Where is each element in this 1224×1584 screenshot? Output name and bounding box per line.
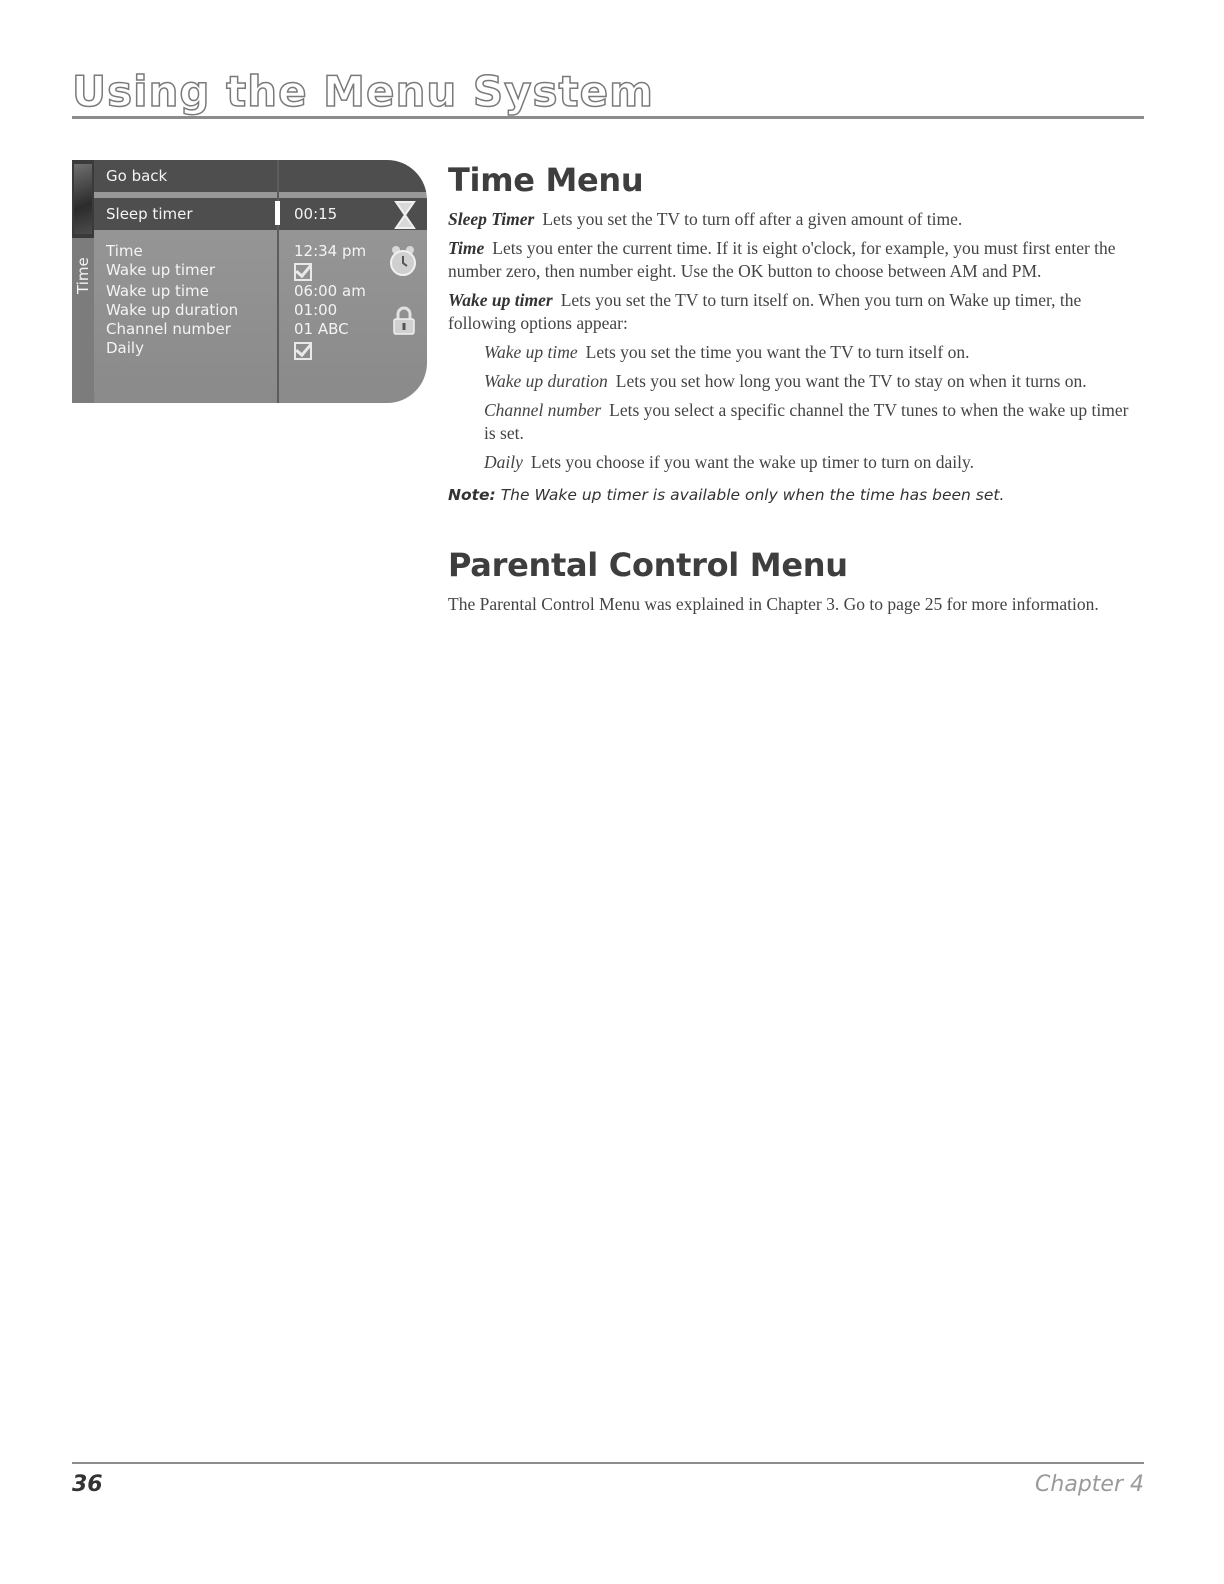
- footer-divider: [72, 1462, 1144, 1464]
- page-header: [72, 67, 1144, 119]
- menu-item-sleep-timer[interactable]: Sleep timer: [106, 205, 193, 223]
- menu-column-divider: [277, 160, 279, 403]
- tv-menu-screenshot: [72, 160, 427, 403]
- menu-tab-label: Time: [74, 257, 92, 295]
- time-value: 12:34 pm: [294, 242, 367, 260]
- wake-up-timer-term: Wake up timer: [448, 290, 553, 310]
- daily-checkbox[interactable]: [294, 341, 312, 360]
- sleep-timer-description: Sleep Timer Lets you set the TV to turn off after a given amount of time.: [448, 209, 963, 229]
- note-label: Note:: [448, 486, 496, 504]
- menu-tab: [72, 160, 94, 403]
- wake-up-duration-description: Wake up duration Lets you set how long you want the TV to stay on when it turns on.: [484, 371, 1087, 391]
- wake-up-duration-term: Wake up duration: [484, 371, 608, 391]
- menu-item-channel-number[interactable]: Channel number: [106, 320, 231, 338]
- parental-control-heading: Parental Control Menu: [448, 546, 848, 584]
- hourglass-icon: [394, 200, 416, 230]
- parental-control-description: The Parental Control Menu was explained in Chapter 3. Go to page 25 for more information.: [448, 594, 1099, 614]
- time-term: Time: [448, 238, 485, 258]
- wake-up-time-term: Wake up time: [484, 342, 578, 362]
- menu-item-wake-up-time[interactable]: Wake up time: [106, 282, 209, 300]
- channel-number-term: Channel number: [484, 400, 602, 420]
- channel-number-description: Channel number Lets you select a specific channel the TV tunes to when the wake up timer is set.: [484, 400, 1129, 443]
- wake-up-timer-description: Wake up timer Lets you set the TV to turn itself on. When you turn on Wake up timer, the following options appear:: [448, 290, 1082, 333]
- page-footer: [72, 1462, 1144, 1497]
- parental-control-section: [448, 545, 1143, 616]
- main-content: [448, 160, 1143, 622]
- page-title: Using the Menu System: [72, 67, 654, 116]
- channel-number-value: 01 ABC: [294, 320, 349, 338]
- wake-up-time-value: 06:00 am: [294, 282, 366, 300]
- menu-item-daily[interactable]: Daily: [106, 339, 144, 357]
- alarm-clock-icon: [388, 244, 418, 278]
- menu-item-wake-up-duration[interactable]: Wake up duration: [106, 301, 239, 319]
- padlock-icon: [392, 306, 416, 336]
- note: Note: The Wake up timer is available only when the time has been set.: [448, 486, 1005, 504]
- chapter-label: Chapter 4: [1035, 1472, 1144, 1497]
- wake-up-timer-checkbox[interactable]: [294, 262, 312, 281]
- menu-item-wake-up-timer[interactable]: Wake up timer: [106, 261, 216, 279]
- sleep-timer-term: Sleep Timer: [448, 209, 535, 229]
- menu-item-go-back[interactable]: Go back: [106, 167, 168, 185]
- menu-item-time[interactable]: Time: [106, 242, 143, 260]
- header-divider: [72, 116, 1144, 119]
- checkbox-icon: [294, 342, 312, 360]
- menu-body: [94, 160, 427, 403]
- checkbox-icon: [294, 263, 312, 281]
- menu-thumbnail: [74, 164, 92, 234]
- sleep-timer-value: 00:15: [294, 205, 338, 223]
- wake-up-time-description: Wake up time Lets you set the time you want the TV to turn itself on.: [484, 342, 970, 362]
- page-number: 36: [72, 1472, 103, 1497]
- time-description: Time Lets you enter the current time. If it is eight o'clock, for example, you must first enter the number zero, then number eight. Use the OK button to choose between AM and PM.: [448, 238, 1116, 281]
- selection-cursor: [275, 201, 280, 225]
- time-menu-heading: Time Menu: [448, 161, 644, 199]
- daily-description: Daily Lets you choose if you want the wake up timer to turn on daily.: [484, 452, 974, 472]
- wake-up-duration-value: 01:00: [294, 301, 338, 319]
- daily-term: Daily: [484, 452, 523, 472]
